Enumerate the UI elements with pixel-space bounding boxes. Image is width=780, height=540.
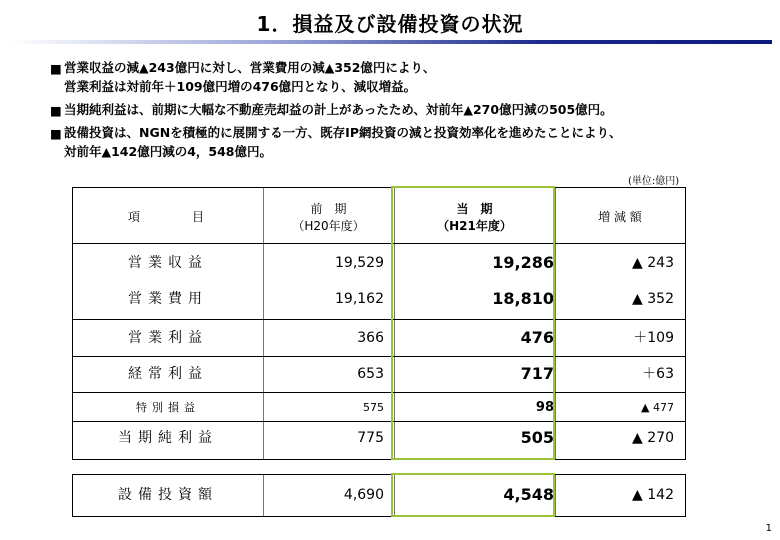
row-prev: 4,690 [343, 487, 384, 503]
row-divider [73, 392, 685, 393]
row-label: 営業費用 [128, 291, 208, 307]
header-prev-line: （H20年度） [292, 219, 365, 233]
row-diff: ＋63 [642, 366, 674, 382]
header-item: 項 目 [127, 210, 208, 224]
page-number: 1 [765, 523, 772, 534]
column-divider [555, 475, 556, 516]
row-diff: ▲ 352 [632, 291, 674, 307]
row-prev: 575 [363, 401, 384, 414]
row-divider [73, 243, 685, 244]
current-period-highlight [391, 473, 555, 517]
row-diff: ▲ 142 [632, 487, 674, 503]
square-bullet-icon: ■ [50, 126, 62, 141]
page-title: 1．損益及び設備投資の状況 [256, 12, 524, 36]
header-prev [263, 201, 394, 235]
row-diff: ▲ 270 [632, 430, 674, 446]
bullet-item [50, 123, 770, 161]
row-label: 営業利益 [128, 330, 208, 346]
header-diff: 増 減 額 [598, 210, 642, 224]
row-label: 設備投資額 [118, 487, 218, 503]
row-cur: 476 [520, 328, 554, 347]
row-prev: 653 [357, 366, 384, 382]
row-diff: ＋109 [633, 330, 674, 346]
unit-label: (単位:億円) [628, 176, 680, 187]
bullet-item [50, 100, 770, 119]
current-period-highlight [391, 186, 555, 460]
bullet-line: 営業収益の減▲243億円に対し、営業費用の減▲352億円により、 [64, 60, 436, 75]
header-prev-line: 前 期 [310, 202, 347, 216]
row-divider [73, 319, 685, 320]
square-bullet-icon: ■ [50, 61, 62, 76]
row-label: 特別損益 [136, 401, 200, 414]
row-diff: ▲ 477 [641, 401, 674, 414]
square-bullet-icon: ■ [50, 103, 62, 118]
row-label: 営業収益 [128, 255, 208, 271]
row-label: 経常利益 [128, 366, 208, 382]
bullet-line: 設備投資は、NGNを積極的に展開する一方、既存IP網投資の減と投資効率化を進めたことにより、 [64, 125, 622, 140]
row-cur: 18,810 [492, 289, 554, 308]
column-divider [555, 188, 556, 459]
row-prev: 366 [357, 330, 384, 346]
row-divider [73, 356, 685, 357]
row-divider [73, 421, 685, 422]
bullet-line: 対前年▲142億円減の4，548億円。 [64, 144, 272, 159]
row-cur: 505 [520, 428, 554, 447]
row-cur: 4,548 [503, 485, 554, 504]
header-cur-line: （H21年度） [437, 219, 512, 233]
title-underline-bar [8, 40, 772, 44]
bullet-list [50, 58, 770, 165]
row-prev: 19,529 [335, 255, 384, 271]
row-cur: 19,286 [492, 253, 554, 272]
row-prev: 19,162 [335, 291, 384, 307]
row-prev: 775 [357, 430, 384, 446]
header-cur-line: 当 期 [456, 202, 493, 216]
financial-table [72, 187, 686, 460]
row-cur: 98 [535, 400, 554, 415]
row-label: 当期純利益 [118, 430, 218, 446]
row-diff: ▲ 243 [632, 255, 674, 271]
capex-table [72, 474, 686, 517]
row-cur: 717 [520, 364, 554, 383]
bullet-line: 営業利益は対前年＋109億円増の476億円となり、減収増益。 [64, 79, 417, 94]
bullet-line: 当期純利益は、前期に大幅な不動産売却益の計上があったため、対前年▲270億円減の505億円。 [64, 102, 613, 117]
bullet-item [50, 58, 770, 96]
